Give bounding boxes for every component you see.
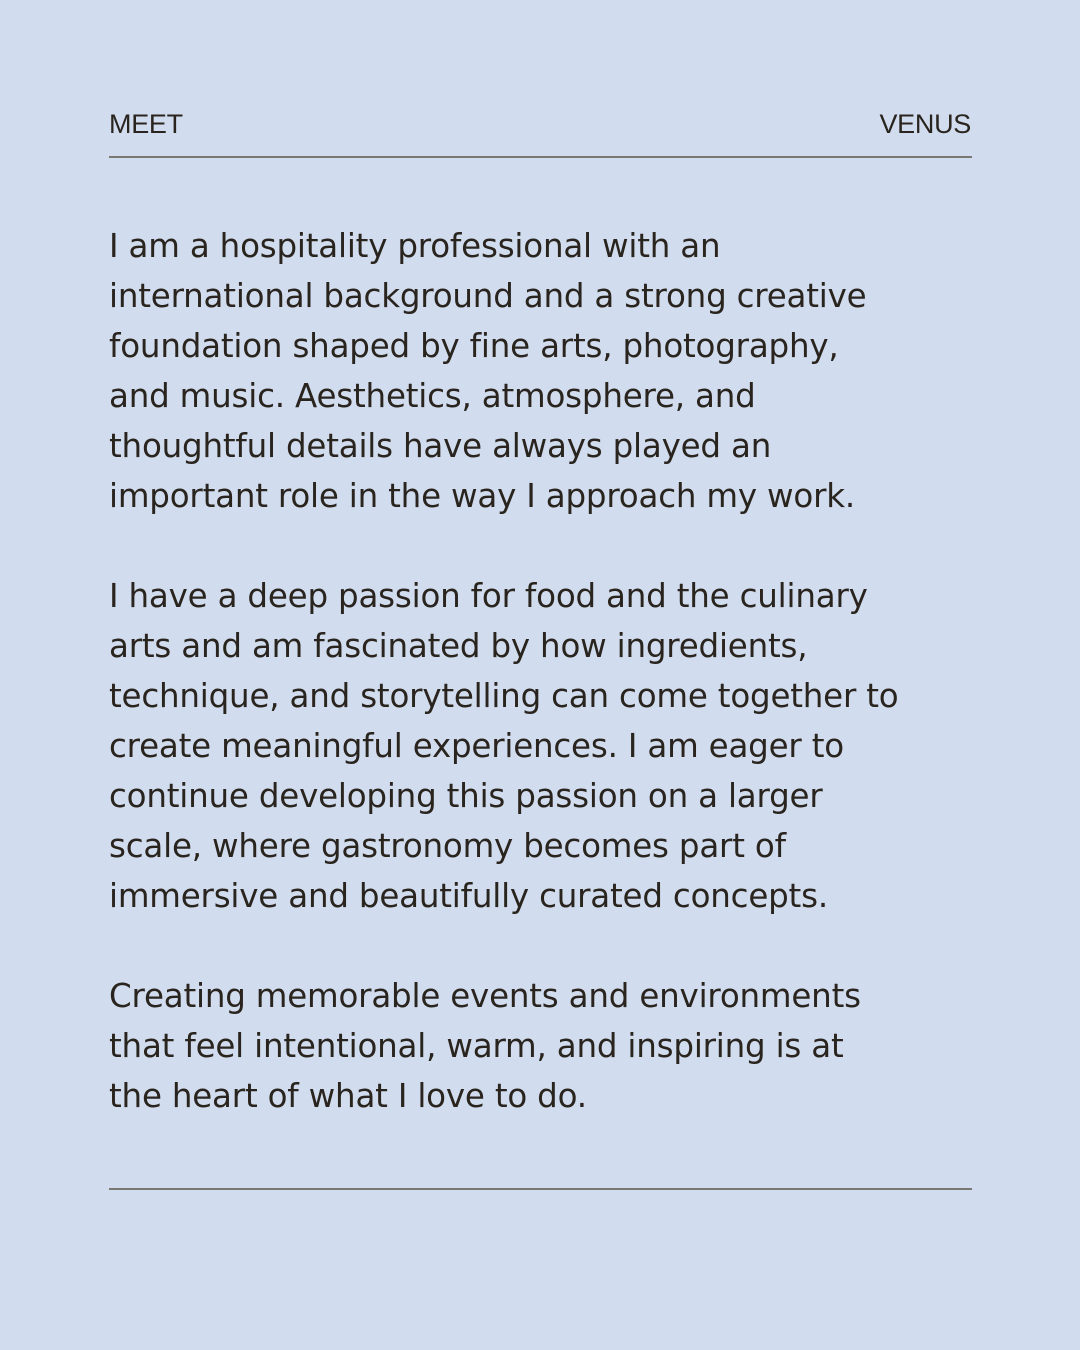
paragraph-line: arts and am fascinated by how ingredients, (109, 627, 808, 665)
paragraph-line: scale, where gastronomy becomes part of (109, 827, 786, 865)
paragraph-2 (109, 571, 969, 921)
paragraph-line: international background and a strong creative (109, 277, 867, 315)
paragraph-line: technique, and storytelling can come together to (109, 677, 899, 715)
paragraph-line: that feel intentional, warm, and inspiring is at (109, 1027, 844, 1065)
paragraph-line: foundation shaped by fine arts, photography, (109, 327, 839, 365)
paragraph-line: Creating memorable events and environments (109, 977, 861, 1015)
paragraph-line: thoughtful details have always played an (109, 427, 772, 465)
paragraph-line: continue developing this passion on a larger (109, 777, 823, 815)
header-right-label: VENUS (879, 108, 971, 139)
top-divider (109, 156, 972, 158)
paragraph-line: I have a deep passion for food and the culinary (109, 577, 868, 615)
paragraph-line: important role in the way I approach my work. (109, 477, 856, 515)
paragraph-line: and music. Aesthetics, atmosphere, and (109, 377, 756, 415)
paragraph-1 (109, 221, 969, 521)
header (109, 106, 971, 142)
body-text (109, 221, 969, 1171)
bottom-divider (109, 1188, 972, 1190)
paragraph-line: create meaningful experiences. I am eager to (109, 727, 844, 765)
paragraph-3 (109, 971, 969, 1121)
paragraph-line: the heart of what I love to do. (109, 1077, 587, 1115)
paragraph-line: I am a hospitality professional with an (109, 227, 721, 265)
paragraph-line: immersive and beautifully curated concepts. (109, 877, 828, 915)
header-left-label: MEET (109, 108, 183, 139)
